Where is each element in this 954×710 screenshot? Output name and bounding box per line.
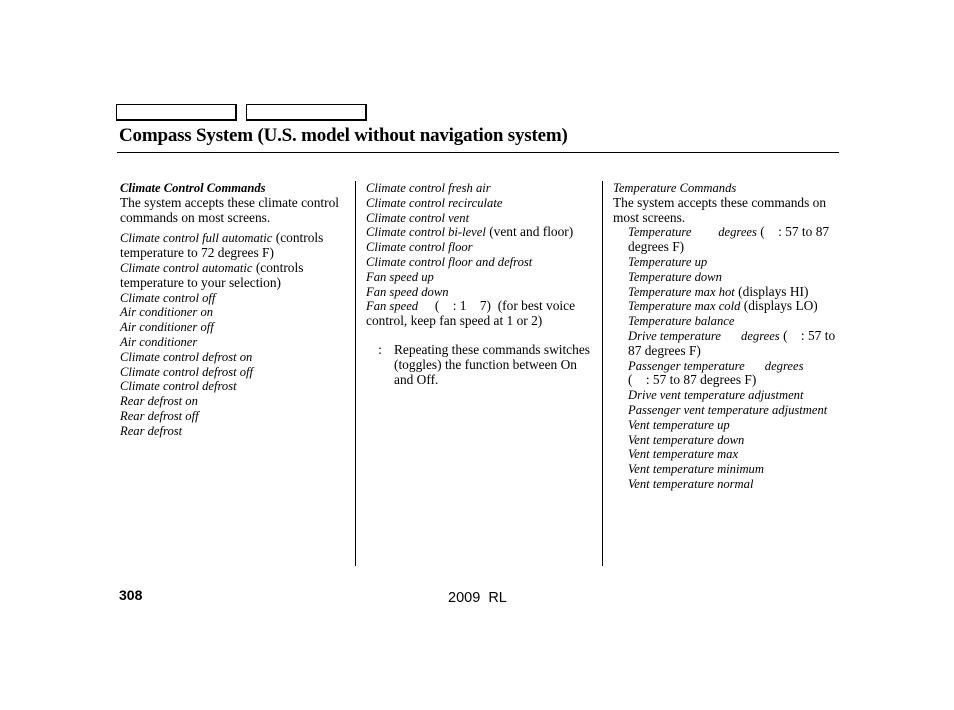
command-note: (controls temperature to 72 degrees F) <box>120 230 324 261</box>
list-item: Air conditioner <box>120 334 198 349</box>
list-item: Air conditioner on <box>120 305 214 320</box>
list-item: Temperature down <box>628 269 722 284</box>
list-item: Climate control defrost <box>120 379 237 394</box>
list-item: Air conditioner off <box>120 320 214 335</box>
climate-commands-column <box>120 181 348 439</box>
note-text: Repeating these commands switches (toggles) the function between On and Off. <box>394 341 590 387</box>
list-item: Temperature up <box>628 254 708 269</box>
command-drive-temperature <box>613 329 839 359</box>
command-note: ( : 57 to 87 degrees F) <box>628 224 833 255</box>
command-text: Climate control bi-level <box>366 225 486 240</box>
list-item: Climate control floor and defrost <box>366 254 533 269</box>
command-automatic <box>120 261 348 291</box>
climate-commands-intro: The system accepts these climate control commands on most screens. <box>120 194 340 225</box>
temperature-commands-column <box>613 181 839 492</box>
command-text: Temperature max hot <box>628 284 735 299</box>
command-text: degrees <box>718 225 757 240</box>
command-note: ( : 1 7) (for best voice control, keep fan speed at 1 or 2) <box>366 298 579 329</box>
list-item: Fan speed up <box>366 269 434 284</box>
list-item: Passenger vent temperature adjustment <box>628 402 828 417</box>
nav-button-index[interactable] <box>246 104 367 121</box>
list-item: Vent temperature max <box>628 447 739 462</box>
title-rule <box>117 152 839 153</box>
list-item: Drive vent temperature adjustment <box>628 388 804 403</box>
column-divider-2 <box>602 181 603 566</box>
list-item: Climate control floor <box>366 240 473 255</box>
command-full-automatic <box>120 231 348 261</box>
command-bi-level <box>366 225 594 240</box>
command-text: degrees <box>764 358 804 373</box>
command-passenger-range: ( : 57 to 87 degrees F) <box>628 372 757 388</box>
page-title: Compass System (U.S. model without navigation system) <box>119 125 568 146</box>
list-item: Vent temperature up <box>628 417 730 432</box>
list-item: Climate control fresh air <box>366 181 491 195</box>
list-item: Rear defrost on <box>120 394 198 409</box>
command-max-cold <box>613 299 839 314</box>
nav-button-main-menu[interactable] <box>116 104 237 121</box>
command-note: (vent and floor) <box>485 224 574 240</box>
list-item: Climate control recirculate <box>366 195 503 210</box>
command-passenger-temperature <box>613 359 839 374</box>
command-text: degrees <box>741 328 780 343</box>
command-text: Passenger temperature <box>628 358 745 373</box>
command-temperature <box>613 225 839 255</box>
list-item: Temperature balance <box>628 314 735 329</box>
command-text: Climate control automatic <box>120 260 253 275</box>
list-item: Climate control off <box>120 290 216 305</box>
command-text: Fan speed <box>366 299 419 314</box>
command-max-hot <box>613 285 839 300</box>
list-item: Climate control defrost off <box>120 364 254 379</box>
climate-commands-column-2 <box>366 181 594 387</box>
footer-model: 2009 RL <box>448 590 507 606</box>
command-note: (controls temperature to your selection) <box>120 259 304 290</box>
list-item: Vent temperature down <box>628 432 745 447</box>
command-note: ( : 57 to 87 degrees F) <box>628 327 839 358</box>
page-number: 308 <box>119 587 143 603</box>
list-item: Rear defrost <box>120 423 183 438</box>
list-item: Climate control defrost on <box>120 349 253 364</box>
column-divider-1 <box>355 181 356 566</box>
list-item: Rear defrost off <box>120 408 199 423</box>
command-text: Temperature <box>628 225 692 240</box>
climate-commands-heading: Climate Control Commands <box>120 181 266 195</box>
command-note: (displays LO) <box>740 298 818 314</box>
temperature-commands-heading: Temperature Commands <box>613 181 737 195</box>
list-item: Vent temperature normal <box>628 476 754 491</box>
list-item: Climate control vent <box>366 210 470 225</box>
command-text: Temperature max cold <box>628 299 741 314</box>
list-item: Fan speed down <box>366 284 449 299</box>
list-item: Vent temperature minimum <box>628 462 764 477</box>
command-text: Drive temperature <box>628 328 721 343</box>
note-marker: : <box>378 341 382 357</box>
toggle-note <box>366 343 594 387</box>
command-note: (displays HI) <box>734 283 809 299</box>
command-text: Climate control full automatic <box>120 231 273 246</box>
command-fan-speed <box>366 299 594 329</box>
temperature-commands-intro: The system accepts these commands on most screens. <box>613 194 827 225</box>
